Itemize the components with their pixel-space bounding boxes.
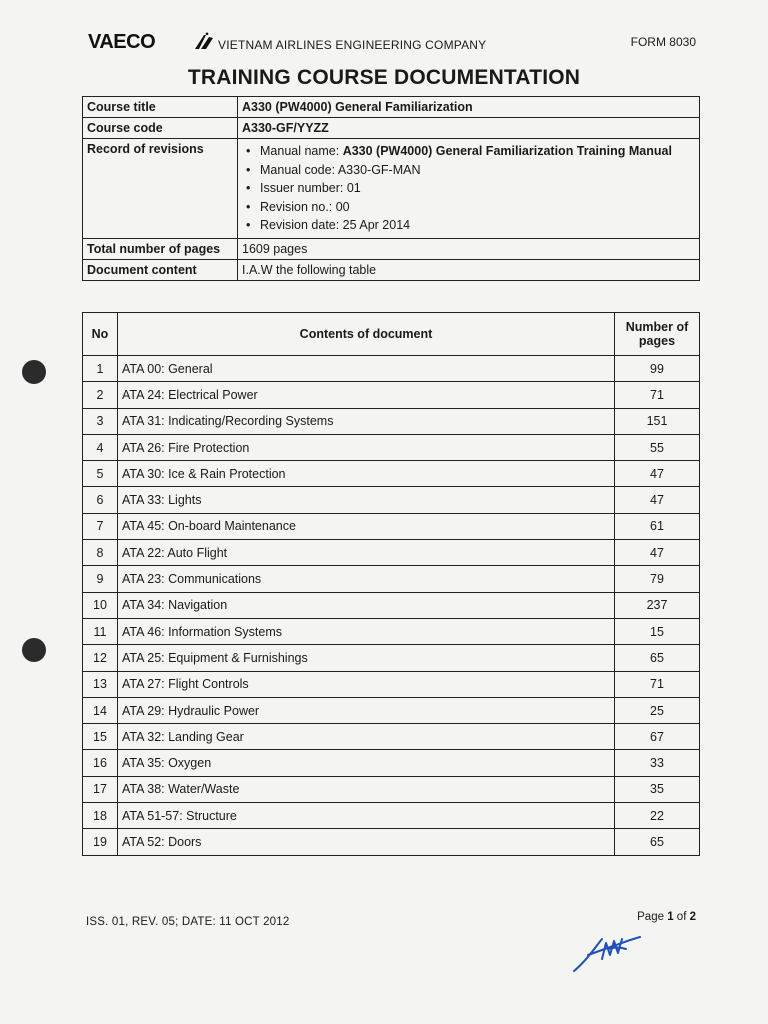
row-number: 15: [83, 724, 118, 750]
table-row: [83, 829, 700, 855]
row-number: 14: [83, 697, 118, 723]
company-logo: VAECO: [88, 31, 156, 53]
revisions-list: [242, 142, 695, 235]
row-pages: 47: [615, 540, 700, 566]
row-pages: 237: [615, 592, 700, 618]
row-content: ATA 35: Oxygen: [118, 750, 615, 776]
row-content: ATA 00: General: [118, 356, 615, 382]
row-content: ATA 30: Ice & Rain Protection: [118, 461, 615, 487]
row-pages: 151: [615, 408, 700, 434]
table-row: [83, 487, 700, 513]
row-content: ATA 31: Indicating/Recording Systems: [118, 408, 615, 434]
document-title: TRAINING COURSE DOCUMENTATION: [187, 66, 581, 89]
row-pages: 67: [615, 724, 700, 750]
revision-manual-code: • Manual code: A330-GF-MAN: [242, 161, 695, 180]
row-content: ATA 32: Landing Gear: [118, 724, 615, 750]
table-row: [83, 697, 700, 723]
row-pages: 33: [615, 750, 700, 776]
row-number: 10: [83, 592, 118, 618]
row-number: 8: [83, 540, 118, 566]
punch-hole: [22, 638, 46, 662]
total-pages-label: Total number of pages: [83, 238, 238, 259]
row-number: 5: [83, 461, 118, 487]
lotus-logo-icon: [193, 32, 215, 50]
row-number: 1: [83, 356, 118, 382]
row-content: ATA 22: Auto Flight: [118, 540, 615, 566]
table-row: [83, 566, 700, 592]
row-pages: 25: [615, 697, 700, 723]
row-number: 4: [83, 434, 118, 460]
doc-content-label: Document content: [83, 259, 238, 280]
row-number: 16: [83, 750, 118, 776]
form-number: FORM 8030: [630, 35, 696, 49]
revisions-label: Record of revisions: [83, 139, 238, 239]
table-row: [83, 461, 700, 487]
doc-content-row: [83, 259, 700, 280]
row-number: 13: [83, 671, 118, 697]
row-pages: 35: [615, 776, 700, 802]
row-number: 2: [83, 382, 118, 408]
row-number: 6: [83, 487, 118, 513]
table-row: [83, 803, 700, 829]
row-content: ATA 29: Hydraulic Power: [118, 697, 615, 723]
row-number: 18: [83, 803, 118, 829]
row-pages: 71: [615, 671, 700, 697]
signature-mark: [568, 925, 648, 977]
course-code-row: [83, 118, 700, 139]
course-title-row: [83, 97, 700, 118]
revision-number: • Revision no.: 00: [242, 198, 695, 217]
row-content: ATA 51-57: Structure: [118, 803, 615, 829]
row-content: ATA 23: Communications: [118, 566, 615, 592]
row-pages: 61: [615, 513, 700, 539]
revision-date: • Revision date: 25 Apr 2014: [242, 216, 695, 235]
revision-manual-name: • Manual name: A330 (PW4000) General Familiarization Training Manual: [242, 142, 695, 161]
row-content: ATA 26: Fire Protection: [118, 434, 615, 460]
row-pages: 65: [615, 645, 700, 671]
page-number: Page 1 of 2: [637, 911, 696, 923]
row-number: 9: [83, 566, 118, 592]
contents-header-row: [83, 313, 700, 356]
contents-column-header: Contents of document: [118, 313, 615, 356]
table-row: [83, 645, 700, 671]
row-content: ATA 25: Equipment & Furnishings: [118, 645, 615, 671]
company-name: VIETNAM AIRLINES ENGINEERING COMPANY: [218, 38, 487, 52]
row-content: ATA 27: Flight Controls: [118, 671, 615, 697]
table-row: [83, 434, 700, 460]
table-row: [83, 382, 700, 408]
total-pages-value: 1609 pages: [238, 238, 700, 259]
table-row: [83, 592, 700, 618]
row-content: ATA 52: Doors: [118, 829, 615, 855]
doc-content-value: I.A.W the following table: [238, 259, 700, 280]
row-number: 7: [83, 513, 118, 539]
course-code-value: A330-GF/YYZZ: [238, 118, 700, 139]
table-row: [83, 776, 700, 802]
row-number: 11: [83, 618, 118, 644]
table-row: [83, 618, 700, 644]
pages-column-header: Number of pages: [615, 313, 700, 356]
revisions-list-cell: [238, 139, 700, 239]
table-row: [83, 540, 700, 566]
row-number: 3: [83, 408, 118, 434]
course-title-label: Course title: [83, 97, 238, 118]
row-pages: 65: [615, 829, 700, 855]
contents-body: [83, 356, 700, 856]
table-row: [83, 724, 700, 750]
revision-issuer-number: • Issuer number: 01: [242, 179, 695, 198]
row-pages: 99: [615, 356, 700, 382]
contents-table: [82, 312, 700, 856]
revisions-row: [83, 139, 700, 239]
table-row: [83, 513, 700, 539]
course-title-value: A330 (PW4000) General Familiarization: [238, 97, 700, 118]
row-content: ATA 24: Electrical Power: [118, 382, 615, 408]
issue-info: ISS. 01, REV. 05; DATE: 11 OCT 2012: [86, 916, 290, 928]
table-row: [83, 750, 700, 776]
row-pages: 71: [615, 382, 700, 408]
row-number: 12: [83, 645, 118, 671]
punch-hole: [22, 360, 46, 384]
table-row: [83, 408, 700, 434]
row-pages: 55: [615, 434, 700, 460]
row-content: ATA 38: Water/Waste: [118, 776, 615, 802]
table-row: [83, 356, 700, 382]
row-pages: 47: [615, 487, 700, 513]
row-pages: 47: [615, 461, 700, 487]
row-content: ATA 45: On-board Maintenance: [118, 513, 615, 539]
document-header: [88, 28, 696, 58]
total-pages-row: [83, 238, 700, 259]
no-column-header: No: [83, 313, 118, 356]
row-content: ATA 34: Navigation: [118, 592, 615, 618]
course-info-table: [82, 96, 700, 281]
row-content: ATA 33: Lights: [118, 487, 615, 513]
row-number: 19: [83, 829, 118, 855]
row-pages: 15: [615, 618, 700, 644]
row-pages: 22: [615, 803, 700, 829]
row-pages: 79: [615, 566, 700, 592]
table-row: [83, 671, 700, 697]
course-code-label: Course code: [83, 118, 238, 139]
row-content: ATA 46: Information Systems: [118, 618, 615, 644]
row-number: 17: [83, 776, 118, 802]
